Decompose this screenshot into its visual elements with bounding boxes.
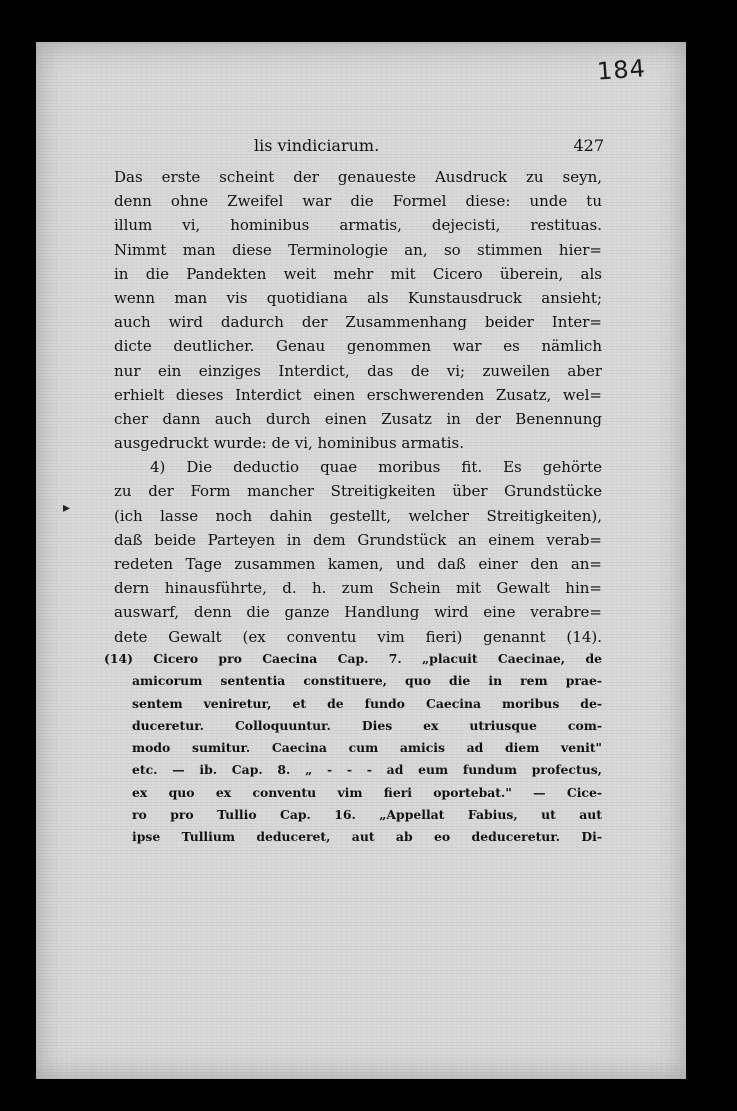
footnote-line: duceretur. Colloquuntur. Dies ex utriusque com- xyxy=(132,717,602,733)
body-line: cher dann auch durch einen Zusatz in der Benennung xyxy=(114,409,602,428)
running-header xyxy=(114,136,602,160)
running-title: lis vindiciarum. xyxy=(254,136,380,155)
footnote-line: ro pro Tullio Cap. 16. „Appellat Fabius, ut aut xyxy=(132,807,602,823)
footnote-line: (14) Cicero pro Caecina Cap. 7. „placuit Caecinae, de xyxy=(104,651,602,666)
body-line: auswarf, denn die ganze Handlung wird eine verabre= xyxy=(114,603,602,622)
scanned-page xyxy=(36,42,686,1079)
body-line: redeten Tage zusammen kamen, und daß einer den an= xyxy=(114,555,602,573)
body-line: 4) Die deductio quae moribus fit. Es gehörte xyxy=(150,458,602,477)
footnote-line: modo sumitur. Caecina cum amicis ad diem venit" xyxy=(132,740,602,756)
body-line: erhielt dieses Interdict einen erschwerenden Zusatz, wel= xyxy=(114,385,602,404)
footnote-line: etc. — ib. Cap. 8. „ - - - ad eum fundum profectus, xyxy=(132,762,602,778)
footnote-line: amicorum sententia constituere, quo die in rem prae- xyxy=(132,673,602,689)
body-line: denn ohne Zweifel war die Formel diese: unde tu xyxy=(114,192,602,211)
body-text xyxy=(114,165,602,649)
footnote-line: sentem veniretur, et de fundo Caecina moribus de- xyxy=(132,695,602,711)
body-line: Das erste scheint der genaueste Ausdruck zu seyn, xyxy=(114,168,602,186)
body-line: dern hinausführte, d. h. zum Schein mit Gewalt hin= xyxy=(114,579,602,598)
footnote-line: ipse Tullium deduceret, aut ab eo deduceretur. Di- xyxy=(132,829,602,845)
footnote-block xyxy=(104,648,602,849)
body-line: Nimmt man diese Terminologie an, so stimmen hier= xyxy=(114,240,602,259)
handwritten-page-number: 184 xyxy=(596,54,647,86)
body-line: dete Gewalt (ex conventu vim fieri) genannt (14). xyxy=(114,627,602,646)
body-line: illum vi, hominibus armatis, dejecisti, restituas. xyxy=(114,216,602,235)
body-line: in die Pandekten weit mehr mit Cicero überein, als xyxy=(114,264,602,283)
body-line: daß beide Parteyen in dem Grundstück an einem verab= xyxy=(114,530,602,549)
footnote-line: ex quo ex conventu vim fieri oportebat." — Cice- xyxy=(132,784,602,800)
folio-number: 427 xyxy=(573,136,604,155)
body-line: zu der Form mancher Streitigkeiten über Grundstücke xyxy=(114,482,602,501)
body-line: auch wird dadurch der Zusammenhang beider Inter= xyxy=(114,313,602,332)
margin-mark: ▸ xyxy=(63,500,71,516)
body-line: ausgedruckt wurde: de vi, hominibus armatis. xyxy=(114,434,464,453)
body-line: dicte deutlicher. Genau genommen war es nämlich xyxy=(114,337,602,356)
body-line: (ich lasse noch dahin gestellt, welcher Streitigkeiten), xyxy=(114,506,602,525)
body-line: wenn man vis quotidiana als Kunstausdruck ansieht; xyxy=(114,288,602,307)
body-line: nur ein einziges Interdict, das de vi; zuweilen aber xyxy=(114,361,602,380)
